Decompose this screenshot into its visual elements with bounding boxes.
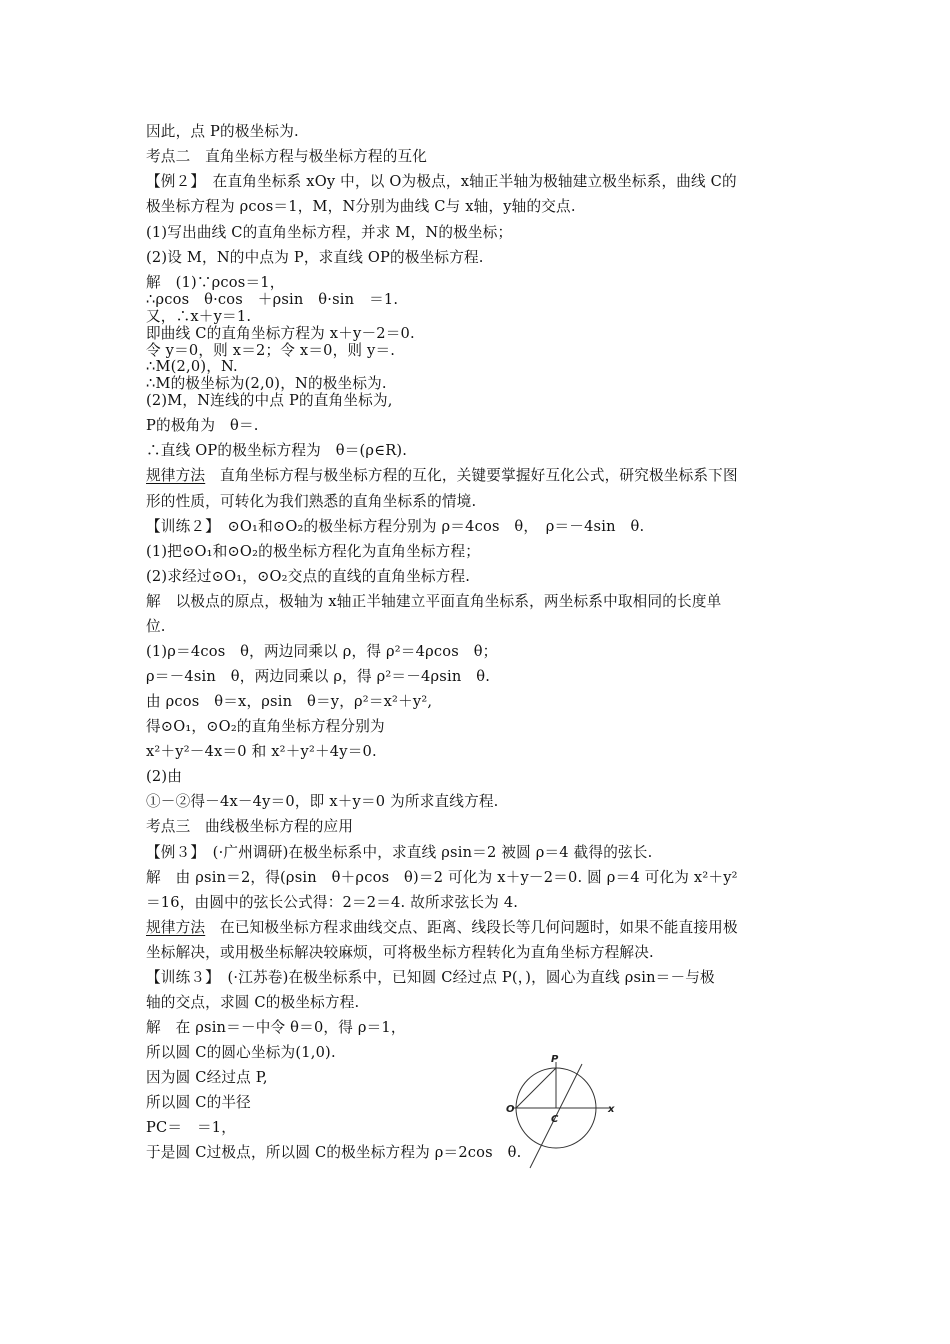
text-line: [146, 467, 738, 485]
text-line: 由 ρcos θ＝x，ρsin θ＝y，ρ²＝x²＋y²,: [146, 693, 433, 710]
text-line: ∴直线 OP的极坐标方程为 θ＝(ρ∈R).: [146, 442, 408, 459]
text-line: 解 由 ρsin＝2，得(ρsin θ＋ρcos θ)＝2 可化为 x＋y－2＝0. 圆 ρ＝4 可化为 x²＋y²: [146, 869, 738, 886]
text-line: 位.: [146, 618, 166, 635]
text-line: ∴M的极坐标为(2,0)，N的极坐标为.: [146, 375, 387, 392]
text-line: 【训练３】 (·江苏卷)在极坐标系中，已知圆 C经过点 P(，)，圆心为直线 ρsin＝－与极: [146, 969, 715, 986]
text-line: 所以圆 C的圆心坐标为(1,0).: [146, 1044, 336, 1061]
text-line: PC＝ ＝1，: [146, 1119, 237, 1136]
text-line: (2)由: [146, 768, 183, 785]
text-line: (1)把⊙O₁和⊙O₂的极坐标方程化为直角坐标方程；: [146, 543, 481, 560]
text-line: 所以圆 C的半径: [146, 1094, 251, 1111]
text-line: (2)设 M，N的中点为 P，求直线 OP的极坐标方程.: [146, 249, 484, 266]
text-line: 解 (1)∵ρcos＝1，: [146, 274, 285, 291]
text-line: 解 在 ρsin＝－中令 θ＝0，得 ρ＝1，: [146, 1019, 406, 1036]
circle-figure: [500, 1054, 625, 1174]
text-line: ＝16，由圆中的弦长公式得：2＝2＝4. 故所求弦长为 4.: [146, 894, 519, 911]
label-x: x: [608, 1104, 615, 1115]
text-line: (2)M，N连线的中点 P的直角坐标为,: [146, 392, 393, 409]
text-line: 得⊙O₁，⊙O₂的直角坐标方程分别为: [146, 718, 385, 735]
section-heading: 考点二 直角坐标方程与极坐标方程的互化: [146, 148, 428, 165]
circle-diagram: [500, 1054, 625, 1174]
text-line: 【例２】 在直角坐标系 xOy 中，以 O为极点，x轴正半轴为极轴建立极坐标系，曲线 C的: [146, 173, 737, 190]
text-line: 于是圆 C过极点，所以圆 C的极坐标方程为 ρ＝2cos θ.: [146, 1144, 522, 1161]
text-line: 即曲线 C的直角坐标方程为 x＋y－2＝0.: [146, 325, 415, 342]
label-o: O: [506, 1104, 515, 1115]
text-line: ρ＝－4sin θ，两边同乘以 ρ，得 ρ²＝－4ρsin θ.: [146, 668, 491, 685]
text-line: 形的性质，可转化为我们熟悉的直角坐标系的情境.: [146, 493, 477, 510]
text-line: 解 以极点的原点，极轴为 x轴正半轴建立平面直角坐标系，两坐标系中取相同的长度单: [146, 593, 722, 610]
text-line: ∴ρcos θ·cos ＋ρsin θ·sin ＝1.: [146, 291, 399, 308]
text-line: 因此，点 P的极坐标为.: [146, 123, 299, 140]
text-line: (1)ρ＝4cos θ，两边同乘以 ρ，得 ρ²＝4ρcos θ；: [146, 643, 498, 660]
text-line: 坐标解决，或用极坐标解决较麻烦，可将极坐标方程转化为直角坐标方程解决.: [146, 944, 654, 961]
text-line: [146, 919, 738, 937]
section-heading: 考点三 曲线极坐标方程的应用: [146, 818, 354, 835]
text-line: P的极角为 θ＝.: [146, 417, 259, 434]
text-line: (1)写出曲线 C的直角坐标方程，并求 M，N的极坐标；: [146, 224, 513, 241]
method-text: 直角坐标方程与极坐标方程的互化，关键要掌握好互化公式，研究极坐标系下图: [205, 467, 738, 484]
label-c: C: [551, 1114, 559, 1125]
segment-op: [516, 1068, 556, 1108]
label-p: P: [551, 1054, 559, 1065]
text-line: (2)求经过⊙O₁，⊙O₂交点的直线的直角坐标方程.: [146, 568, 471, 585]
text-line: ∴M(2,0)，N.: [146, 358, 238, 375]
method-text: 在已知极坐标方程求曲线交点、距离、线段长等几何问题时，如果不能直接用极: [205, 919, 738, 936]
text-line: 又，∴x＋y＝1.: [146, 308, 252, 325]
text-line: 令 y＝0，则 x＝2；令 x＝0，则 y＝.: [146, 342, 396, 359]
method-tag: 规律方法: [146, 467, 206, 484]
text-line: ①－②得－4x－4y＝0，即 x＋y＝0 为所求直线方程.: [146, 793, 499, 810]
text-line: 【训练２】 ⊙O₁和⊙O₂的极坐标方程分别为 ρ＝4cos θ， ρ＝－4sin θ.: [146, 518, 645, 535]
text-line: 因为圆 C经过点 P,: [146, 1069, 268, 1086]
text-line: 极坐标方程为 ρcos＝1，M，N分别为曲线 C与 x轴，y轴的交点.: [146, 198, 576, 215]
text-line: x²＋y²－4x＝0 和 x²＋y²＋4y＝0.: [146, 743, 377, 760]
text-line: 【例３】 (·广州调研)在极坐标系中，求直线 ρsin＝2 被圆 ρ＝4 截得的弦长.: [146, 844, 653, 861]
method-tag: 规律方法: [146, 919, 206, 936]
text-line: 轴的交点，求圆 C的极坐标方程.: [146, 994, 360, 1011]
